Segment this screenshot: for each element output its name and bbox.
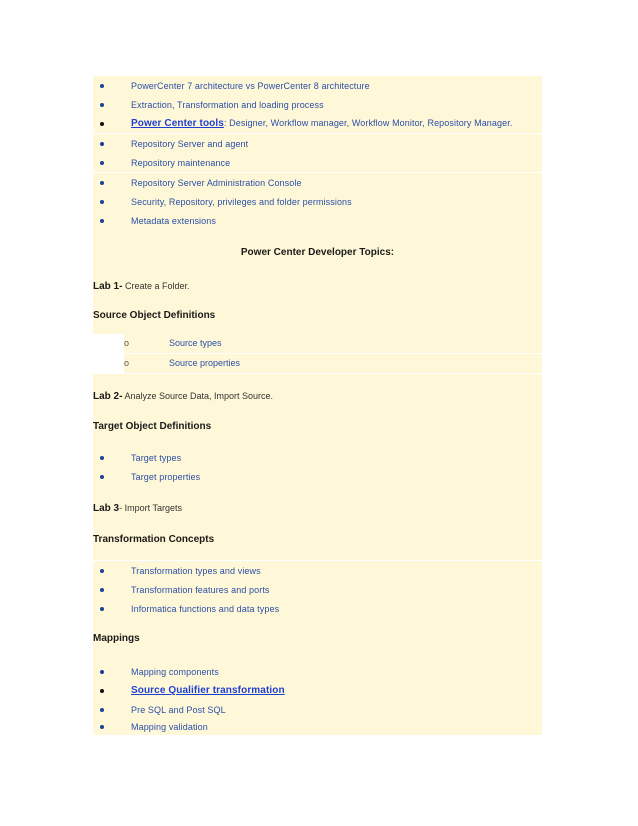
list-item: [93, 134, 542, 153]
lab-3: [93, 503, 542, 514]
list-item-text: Mapping validation: [131, 722, 208, 732]
list-item: [93, 580, 542, 599]
lab-text: - Import Targets: [119, 503, 182, 513]
bullet-icon: [100, 670, 104, 674]
list-item: [93, 211, 542, 230]
list-item: [93, 153, 542, 172]
list-item: [124, 334, 542, 353]
bullet-icon: [100, 725, 104, 729]
developer-topics-heading: Power Center Developer Topics:: [240, 247, 395, 258]
list-item: [93, 76, 542, 95]
lab-label: Lab 2-: [93, 391, 123, 402]
list-item: [93, 681, 542, 700]
list-item: [93, 448, 542, 467]
list-item: [93, 719, 542, 735]
list-item: [93, 192, 542, 211]
list-item-text: Metadata extensions: [131, 215, 216, 226]
list-item: [93, 114, 542, 133]
list-item-text: Informatica functions and data types: [131, 603, 280, 614]
list-item-text: Target types: [131, 452, 182, 463]
mappings-heading: Mappings: [93, 633, 140, 644]
list-item-text: Pre SQL and Post SQL: [131, 704, 226, 715]
power-center-tools-link[interactable]: Power Center tools: [131, 118, 224, 129]
circle-bullet-icon: o: [124, 358, 130, 368]
bullet-icon: [100, 689, 104, 693]
lab-text: Analyze Source Data, Import Source.: [122, 391, 274, 401]
source-qualifier-link[interactable]: Source Qualifier transformation: [131, 685, 285, 696]
list-item: [93, 173, 542, 192]
list-item-text: Extraction, Transformation and loading process: [131, 99, 324, 110]
list-item-text: Repository Server Administration Console: [131, 177, 302, 188]
list-item-text: Transformation types and views: [131, 565, 261, 576]
bullet-icon: [100, 181, 104, 185]
lab-label: Lab 1-: [93, 281, 123, 292]
list-item-text: Repository maintenance: [131, 157, 231, 168]
list-item-text: Mapping components: [131, 666, 219, 677]
bullet-icon: [100, 708, 104, 712]
list-item: [93, 599, 542, 618]
source-definitions-heading: Source Object Definitions: [93, 310, 216, 321]
list-item-text: Source types: [169, 338, 222, 348]
list-item: [93, 561, 542, 580]
lab-text: Create a Folder.: [122, 281, 190, 291]
bullet-icon: [100, 122, 104, 126]
bullet-icon: [100, 161, 104, 165]
list-item-text: Security, Repository, privileges and folder permissions: [131, 196, 352, 207]
list-item-text: Target properties: [131, 471, 201, 482]
list-item: [93, 662, 542, 681]
list-item: [124, 354, 542, 373]
list-item-text: Transformation features and ports: [131, 584, 270, 595]
bullet-icon: [100, 84, 104, 88]
lab-label: Lab 3: [93, 503, 120, 514]
bullet-icon: [100, 200, 104, 204]
lab-2: [93, 391, 542, 402]
bullet-icon: [100, 219, 104, 223]
list-item-text: PowerCenter 7 architecture vs PowerCenter 8 architecture: [131, 80, 370, 91]
transformation-concepts-heading: Transformation Concepts: [93, 534, 215, 545]
list-item-text: Repository Server and agent: [131, 138, 249, 149]
bullet-icon: [100, 456, 104, 460]
bullet-icon: [100, 588, 104, 592]
bullet-icon: [100, 607, 104, 611]
circle-bullet-icon: o: [124, 338, 130, 348]
lab-1: [93, 281, 542, 292]
list-item-text: : Designer, Workflow manager, Workflow Monitor, Repository Manager.: [223, 118, 513, 128]
bullet-icon: [100, 475, 104, 479]
list-item-text: Source properties: [169, 358, 241, 368]
bullet-icon: [100, 569, 104, 573]
bullet-icon: [100, 142, 104, 146]
bullet-icon: [100, 103, 104, 107]
list-item: [93, 700, 542, 719]
list-item: [93, 95, 542, 114]
target-definitions-heading: Target Object Definitions: [93, 421, 212, 432]
list-item: [93, 467, 542, 486]
